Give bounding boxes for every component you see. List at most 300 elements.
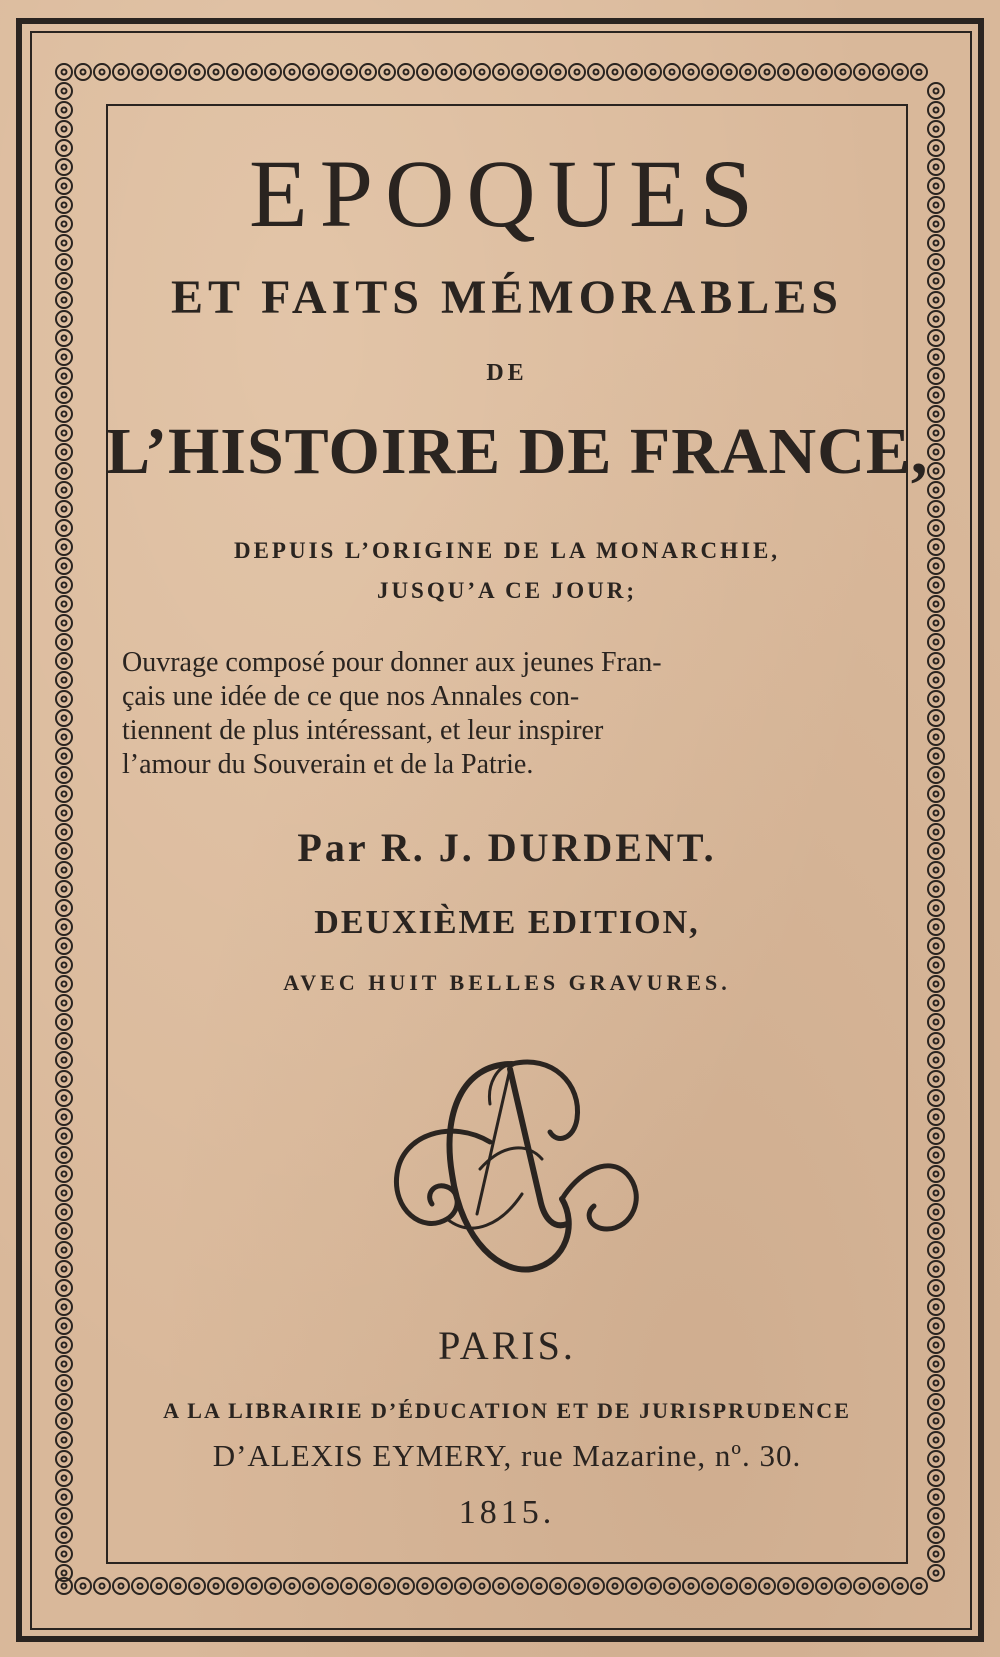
border-ring-center <box>176 1584 181 1589</box>
border-ring-center <box>917 70 922 75</box>
border-ring <box>928 596 944 612</box>
border-ring <box>928 330 944 346</box>
border-ring <box>740 64 756 80</box>
border-ring <box>56 729 72 745</box>
border-ring <box>56 444 72 460</box>
border-ring <box>928 615 944 631</box>
border-ring-center <box>423 1584 428 1589</box>
border-ring <box>928 1489 944 1505</box>
border-ring <box>56 843 72 859</box>
border-ring <box>246 64 262 80</box>
border-ring-center <box>62 1248 67 1253</box>
border-ring-center <box>727 1584 732 1589</box>
border-ring <box>56 178 72 194</box>
border-ring-center <box>62 678 67 683</box>
border-ring-center <box>366 70 371 75</box>
border-ring-center <box>214 70 219 75</box>
border-ring <box>94 64 110 80</box>
border-ring-center <box>575 70 580 75</box>
border-ring <box>56 1470 72 1486</box>
border-ring <box>928 539 944 555</box>
description-line: çais une idée de ce que nos Annales con- <box>122 681 580 712</box>
border-ring <box>588 1578 604 1594</box>
border-ring <box>56 1356 72 1372</box>
border-ring <box>113 64 129 80</box>
border-ring-center <box>708 70 713 75</box>
border-ring <box>322 1578 338 1594</box>
border-ring-center <box>934 621 939 626</box>
border-ring <box>227 1578 243 1594</box>
border-ring-center <box>62 412 67 417</box>
border-ring-center <box>62 1400 67 1405</box>
border-ring <box>928 1375 944 1391</box>
border-ring-center <box>689 70 694 75</box>
border-ring-center <box>62 89 67 94</box>
border-ring <box>189 1578 205 1594</box>
border-ring <box>56 1489 72 1505</box>
border-ring <box>928 1033 944 1049</box>
border-ring <box>928 1318 944 1334</box>
border-ring <box>892 64 908 80</box>
border-ring-center <box>613 70 618 75</box>
border-ring-center <box>934 545 939 550</box>
border-ring <box>928 254 944 270</box>
border-ring <box>928 1337 944 1353</box>
border-ring <box>873 64 889 80</box>
border-ring-center <box>934 982 939 987</box>
border-ring <box>56 786 72 802</box>
border-ring-center <box>934 944 939 949</box>
border-ring-center <box>746 1584 751 1589</box>
border-ring-center <box>423 70 428 75</box>
border-ring-center <box>62 1115 67 1120</box>
border-ring <box>928 1223 944 1239</box>
border-ring <box>56 881 72 897</box>
border-ring <box>664 1578 680 1594</box>
border-ring <box>928 710 944 726</box>
border-ring-center <box>934 659 939 664</box>
border-ring-center <box>934 1134 939 1139</box>
border-ring-center <box>62 279 67 284</box>
border-ring-center <box>934 298 939 303</box>
border-ring-center <box>62 1571 67 1576</box>
border-ring-center <box>138 70 143 75</box>
border-ring-center <box>556 70 561 75</box>
border-ring <box>455 64 471 80</box>
imprint-publisher-line-2: D’ALEXIS EYMERY, rue Mazarine, nº. 30. <box>212 1438 802 1473</box>
border-ring-center <box>708 1584 713 1589</box>
border-ring-center <box>594 1584 599 1589</box>
border-ring-center <box>62 1533 67 1538</box>
border-ring-center <box>934 1381 939 1386</box>
border-ring <box>928 1413 944 1429</box>
border-ring-center <box>934 317 939 322</box>
border-ring <box>322 64 338 80</box>
border-ring <box>56 102 72 118</box>
border-ring-center <box>62 1229 67 1234</box>
border-ring <box>56 216 72 232</box>
border-ring-center <box>62 1077 67 1082</box>
border-ring <box>928 558 944 574</box>
border-ring <box>56 710 72 726</box>
border-ring <box>56 1128 72 1144</box>
border-ring-center <box>934 1210 939 1215</box>
border-ring <box>928 976 944 992</box>
title-de: DE <box>486 360 528 386</box>
border-ring <box>151 64 167 80</box>
border-ring-center <box>613 1584 618 1589</box>
border-ring-center <box>62 1438 67 1443</box>
border-ring <box>928 1299 944 1315</box>
border-ring <box>56 520 72 536</box>
border-ring <box>928 1109 944 1125</box>
border-ring-center <box>934 906 939 911</box>
border-ring-center <box>934 564 939 569</box>
border-ring <box>892 1578 908 1594</box>
border-ring-center <box>841 70 846 75</box>
border-ring-center <box>62 811 67 816</box>
border-ring <box>928 824 944 840</box>
border-ring <box>702 64 718 80</box>
border-ring-center <box>934 127 939 132</box>
border-ring <box>284 64 300 80</box>
border-ring <box>626 64 642 80</box>
border-ring-center <box>62 507 67 512</box>
border-ring-center <box>934 887 939 892</box>
border-ring <box>816 64 832 80</box>
border-ring <box>56 273 72 289</box>
border-ring-center <box>62 1552 67 1557</box>
border-ring-center <box>860 70 865 75</box>
border-ring <box>721 64 737 80</box>
border-ring-center <box>934 1533 939 1538</box>
border-ring <box>778 1578 794 1594</box>
border-ring <box>56 64 72 80</box>
border-ring <box>928 672 944 688</box>
border-ring-center <box>461 1584 466 1589</box>
border-ring-center <box>934 963 939 968</box>
border-ring-center <box>917 1584 922 1589</box>
border-ring-center <box>62 1584 67 1589</box>
border-ring <box>379 1578 395 1594</box>
border-ring <box>56 254 72 270</box>
border-ring-center <box>860 1584 865 1589</box>
border-ring <box>928 1147 944 1163</box>
border-ring-center <box>934 108 939 113</box>
border-ring <box>56 1090 72 1106</box>
border-ring-center <box>822 1584 827 1589</box>
border-ring <box>436 64 452 80</box>
border-ring-center <box>556 1584 561 1589</box>
border-ring-center <box>62 1153 67 1158</box>
border-ring <box>56 368 72 384</box>
border-ring-center <box>499 70 504 75</box>
border-ring-center <box>746 70 751 75</box>
border-ring-center <box>934 1495 939 1500</box>
border-ring-center <box>934 1248 939 1253</box>
border-ring <box>360 64 376 80</box>
border-ring-center <box>442 70 447 75</box>
border-ring-center <box>366 1584 371 1589</box>
border-ring-center <box>822 70 827 75</box>
title-sub: ET FAITS MÉMORABLES <box>170 271 843 324</box>
border-ring-center <box>934 355 939 360</box>
border-ring <box>246 1578 262 1594</box>
border-ring <box>740 1578 756 1594</box>
border-ring <box>56 1394 72 1410</box>
border-ring <box>928 786 944 802</box>
border-ring-center <box>62 260 67 265</box>
imprint-publisher-line-1: A LA LIBRAIRIE D’ÉDUCATION ET DE JURISPRUDENCE <box>163 1398 851 1423</box>
border-ring-center <box>651 1584 656 1589</box>
border-ring-center <box>347 1584 352 1589</box>
border-ring-center <box>934 1153 939 1158</box>
border-ring-center <box>62 1210 67 1215</box>
border-ring-center <box>537 1584 542 1589</box>
border-ring <box>56 672 72 688</box>
border-ring <box>569 1578 585 1594</box>
border-ring-center <box>499 1584 504 1589</box>
border-ring-center <box>934 488 939 493</box>
border-ring-center <box>670 1584 675 1589</box>
border-ring-center <box>62 317 67 322</box>
subtitle-line-2: JUSQU’A CE JOUR; <box>376 578 638 603</box>
border-ring-center <box>934 1191 939 1196</box>
border-ring-center <box>62 241 67 246</box>
border-ring <box>56 1033 72 1049</box>
border-ring <box>928 1204 944 1220</box>
border-ring-center <box>934 640 939 645</box>
border-ring-center <box>404 70 409 75</box>
border-ring <box>928 634 944 650</box>
border-ring <box>56 1337 72 1353</box>
border-ring <box>56 1432 72 1448</box>
border-ring <box>683 64 699 80</box>
border-ring <box>645 64 661 80</box>
border-ring-center <box>480 1584 485 1589</box>
border-ring-center <box>62 1134 67 1139</box>
border-ring <box>56 121 72 137</box>
border-ring-center <box>62 1172 67 1177</box>
border-ring <box>928 957 944 973</box>
border-ring-center <box>934 393 939 398</box>
border-ring <box>56 1166 72 1182</box>
border-ring <box>928 159 944 175</box>
border-ring-center <box>765 70 770 75</box>
border-ring <box>56 1318 72 1334</box>
border-ring-center <box>62 697 67 702</box>
border-ring <box>928 178 944 194</box>
border-ring <box>227 64 243 80</box>
border-ring <box>56 83 72 99</box>
border-ring-center <box>62 982 67 987</box>
border-ring-center <box>62 716 67 721</box>
border-ring <box>928 1261 944 1277</box>
border-ring <box>56 691 72 707</box>
border-ring-center <box>290 1584 295 1589</box>
border-ring <box>928 1527 944 1543</box>
border-ring <box>56 387 72 403</box>
border-ring <box>417 64 433 80</box>
border-ring <box>816 1578 832 1594</box>
border-ring <box>928 862 944 878</box>
border-ring <box>474 1578 490 1594</box>
border-ring <box>56 1261 72 1277</box>
border-ring-center <box>62 127 67 132</box>
border-ring-center <box>934 526 939 531</box>
border-ring-center <box>934 1324 939 1329</box>
border-ring-center <box>62 640 67 645</box>
border-ring-center <box>62 1343 67 1348</box>
border-ring-center <box>81 70 86 75</box>
border-ring-center <box>934 1571 939 1576</box>
border-ring <box>56 767 72 783</box>
border-ring-center <box>62 564 67 569</box>
border-ring <box>702 1578 718 1594</box>
border-ring <box>493 64 509 80</box>
border-ring <box>56 140 72 156</box>
description-line: Ouvrage composé pour donner aux jeunes Fran- <box>122 647 662 678</box>
border-ring-center <box>62 203 67 208</box>
border-ring <box>56 1299 72 1315</box>
border-ring-center <box>328 1584 333 1589</box>
border-ring <box>512 64 528 80</box>
border-ring <box>455 1578 471 1594</box>
border-ring-center <box>62 1191 67 1196</box>
border-ring <box>588 64 604 80</box>
border-ring <box>56 824 72 840</box>
border-ring-center <box>784 70 789 75</box>
border-ring <box>56 558 72 574</box>
border-ring-center <box>934 279 939 284</box>
border-ring <box>132 1578 148 1594</box>
border-ring-center <box>62 1058 67 1063</box>
border-ring <box>645 1578 661 1594</box>
border-ring-center <box>934 1077 939 1082</box>
border-ring-center <box>934 1362 939 1367</box>
border-ring <box>151 1578 167 1594</box>
border-ring-center <box>934 602 939 607</box>
border-ring <box>56 463 72 479</box>
border-ring <box>928 425 944 441</box>
border-ring <box>928 900 944 916</box>
border-ring-center <box>934 1476 939 1481</box>
border-ring-center <box>62 906 67 911</box>
border-ring-center <box>62 868 67 873</box>
border-ring <box>56 292 72 308</box>
border-ring-center <box>62 298 67 303</box>
author-line: Par R. J. DURDENT. <box>297 825 717 870</box>
border-ring <box>531 64 547 80</box>
border-ring <box>493 1578 509 1594</box>
border-ring-center <box>934 374 939 379</box>
border-ring <box>265 1578 281 1594</box>
border-ring <box>721 1578 737 1594</box>
border-ring <box>928 311 944 327</box>
border-ring-center <box>62 146 67 151</box>
border-ring <box>56 159 72 175</box>
border-ring-center <box>62 70 67 75</box>
border-ring <box>56 957 72 973</box>
border-ring-center <box>934 1172 939 1177</box>
border-ring <box>56 1451 72 1467</box>
border-ring-center <box>934 1267 939 1272</box>
border-ring-center <box>62 925 67 930</box>
border-ring <box>928 767 944 783</box>
border-ring <box>56 197 72 213</box>
border-ring <box>928 1014 944 1030</box>
border-ring <box>928 881 944 897</box>
border-ring-center <box>62 526 67 531</box>
border-ring <box>928 83 944 99</box>
border-ring <box>56 1242 72 1258</box>
border-ring-center <box>934 811 939 816</box>
border-ring <box>56 596 72 612</box>
border-ring-center <box>934 222 939 227</box>
border-ring-center <box>62 1020 67 1025</box>
border-ring-center <box>934 716 939 721</box>
border-ring-center <box>62 735 67 740</box>
border-ring-center <box>934 450 939 455</box>
border-ring-center <box>62 963 67 968</box>
border-ring-center <box>934 773 939 778</box>
border-ring-center <box>62 1039 67 1044</box>
border-ring <box>56 577 72 593</box>
title-block <box>106 104 929 1564</box>
border-ring-center <box>934 336 939 341</box>
border-ring-center <box>119 1584 124 1589</box>
border-ring <box>56 235 72 251</box>
border-ring-center <box>934 241 939 246</box>
border-ring-center <box>841 1584 846 1589</box>
border-ring <box>854 1578 870 1594</box>
border-ring <box>56 919 72 935</box>
border-ring-center <box>934 469 939 474</box>
border-ring-center <box>233 70 238 75</box>
border-ring-center <box>62 1267 67 1272</box>
border-ring <box>928 273 944 289</box>
border-ring <box>436 1578 452 1594</box>
border-ring-center <box>62 602 67 607</box>
border-ring-center <box>934 165 939 170</box>
border-ring-center <box>632 1584 637 1589</box>
border-ring-center <box>62 374 67 379</box>
border-ring <box>56 539 72 555</box>
border-ring <box>928 482 944 498</box>
border-ring-center <box>81 1584 86 1589</box>
border-ring <box>56 1071 72 1087</box>
border-ring-center <box>385 1584 390 1589</box>
border-ring-center <box>537 70 542 75</box>
border-ring-center <box>62 773 67 778</box>
border-ring <box>94 1578 110 1594</box>
border-ring-center <box>651 70 656 75</box>
border-ring <box>56 1508 72 1524</box>
border-ring <box>854 64 870 80</box>
border-ring-center <box>934 1438 939 1443</box>
border-ring-center <box>765 1584 770 1589</box>
border-ring-center <box>934 1343 939 1348</box>
border-ring-center <box>934 583 939 588</box>
border-ring-center <box>100 70 105 75</box>
border-ring <box>928 1356 944 1372</box>
border-ring-center <box>62 621 67 626</box>
border-ring <box>928 691 944 707</box>
border-ring <box>56 1204 72 1220</box>
border-ring-center <box>934 1001 939 1006</box>
border-ring <box>56 311 72 327</box>
border-ring <box>56 976 72 992</box>
